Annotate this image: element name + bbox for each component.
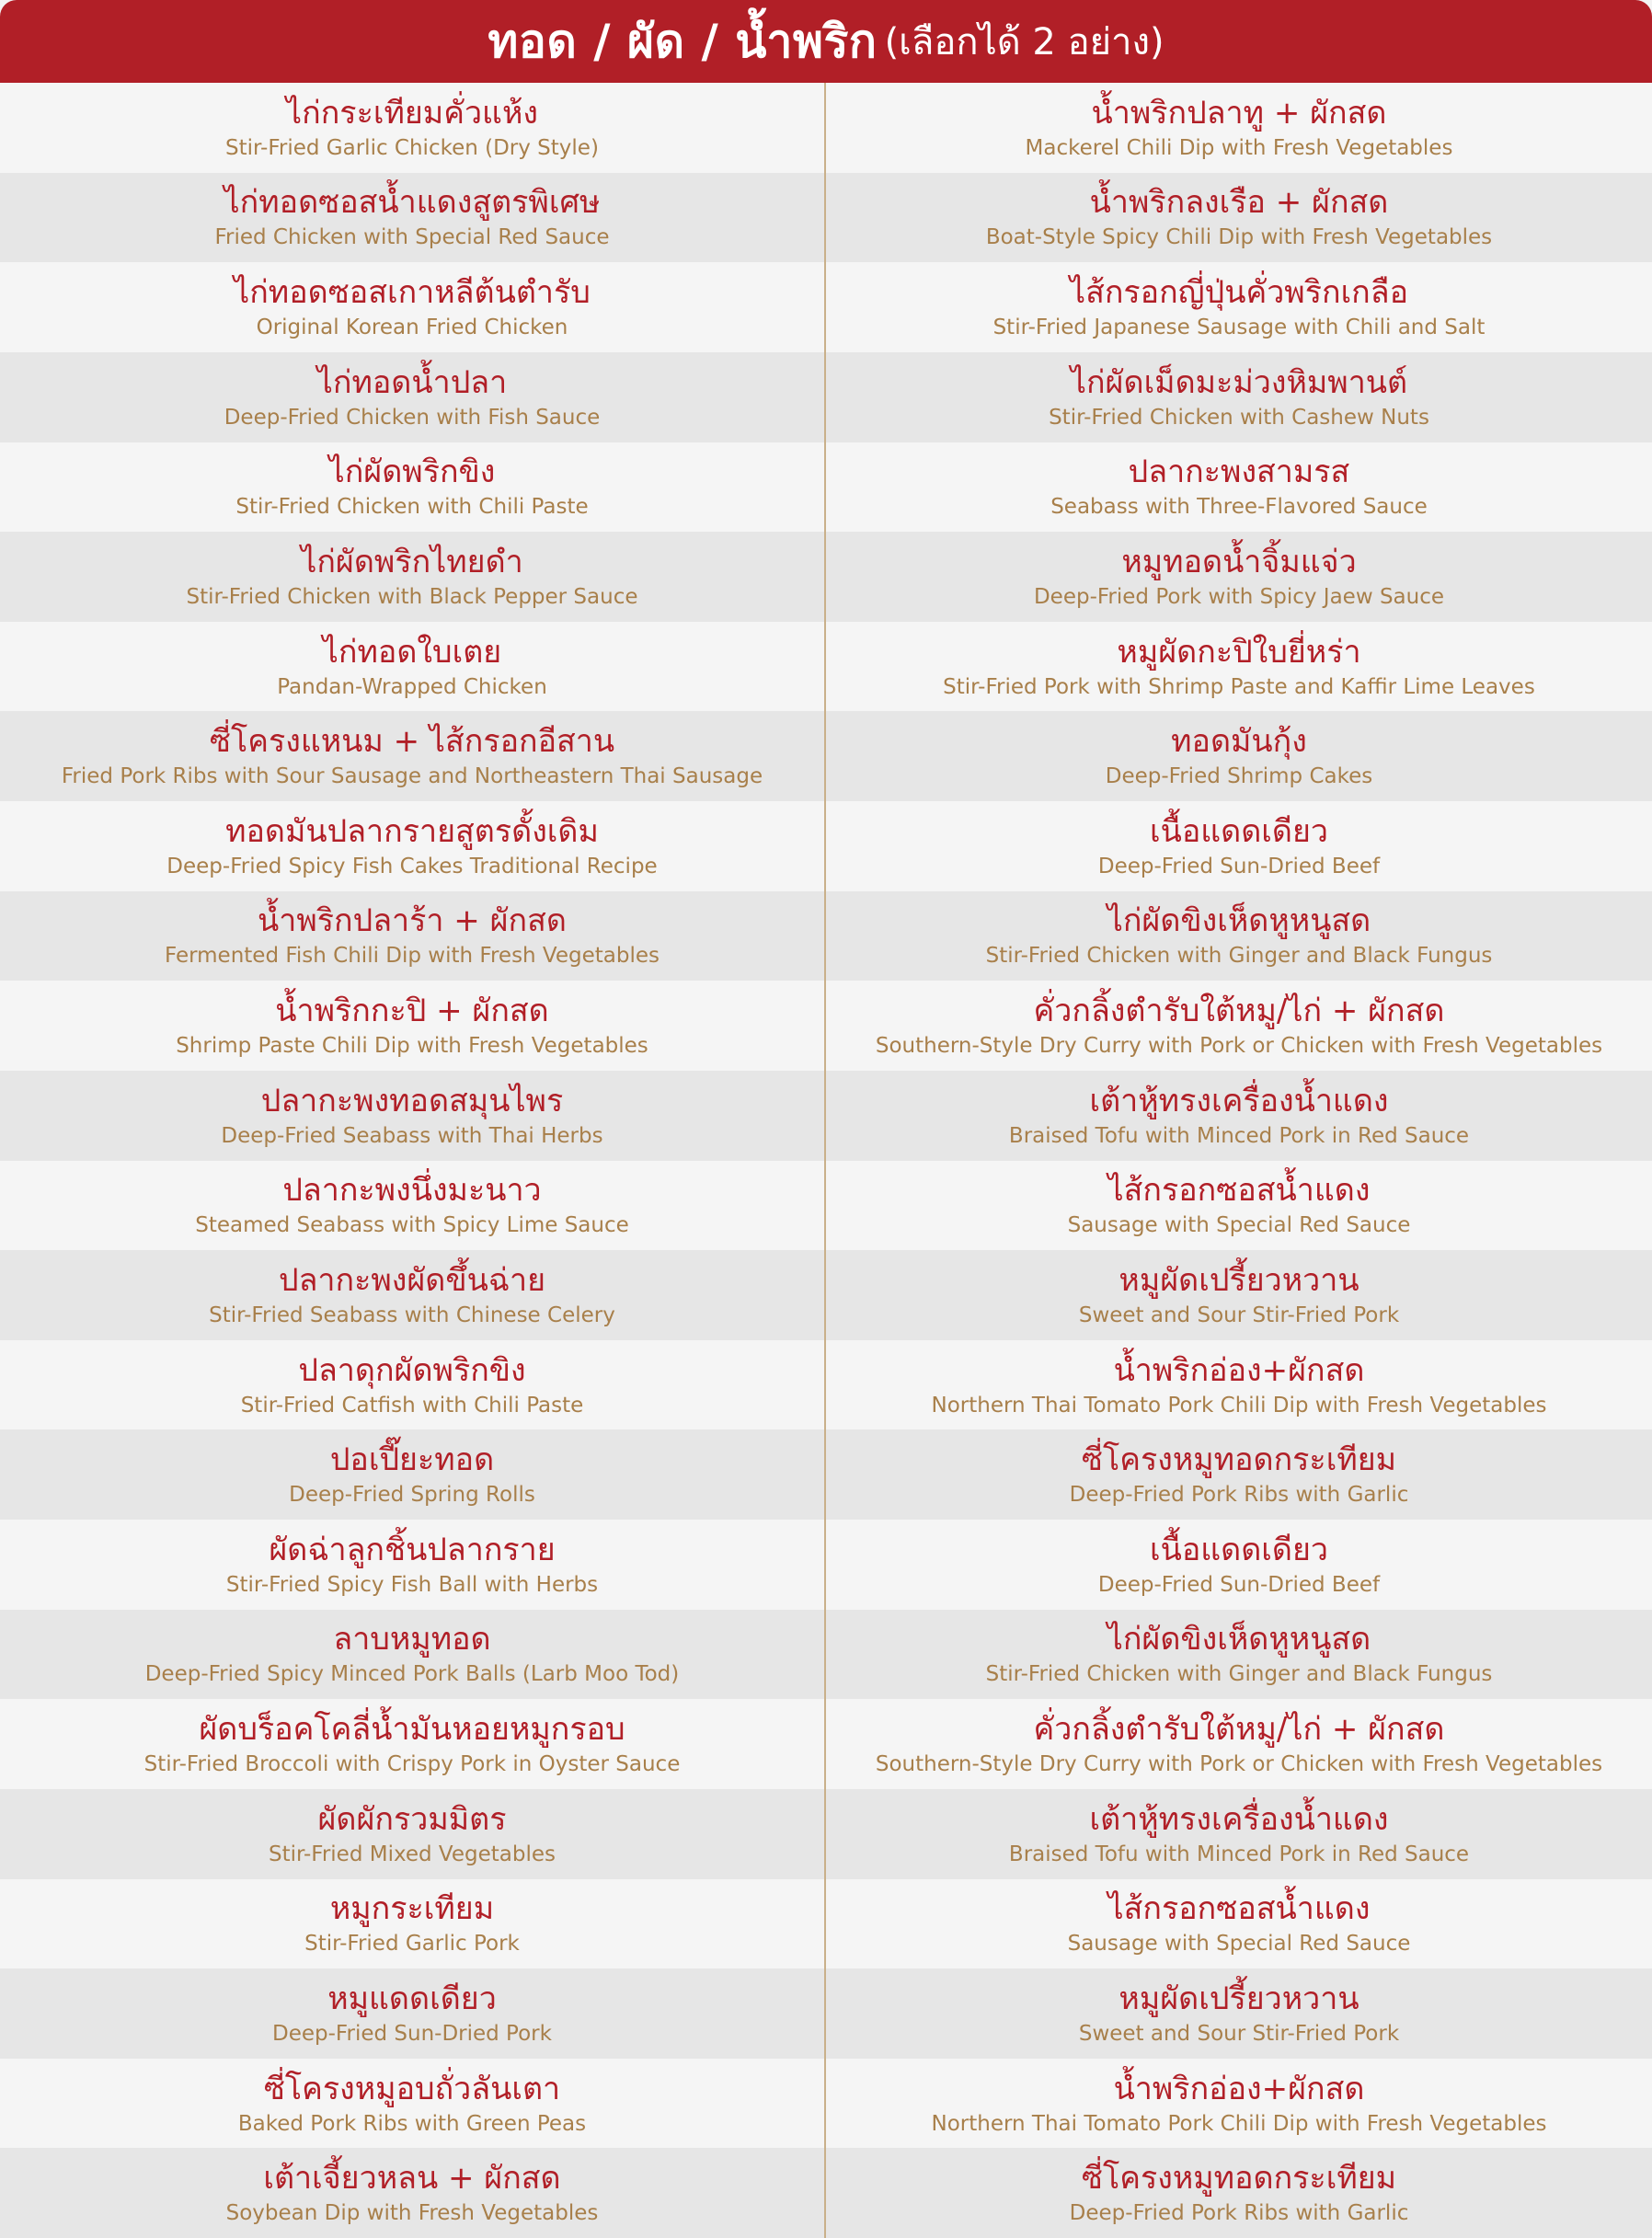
menu-item-english-name: Stir-Fried Seabass with Chinese Celery [209, 1303, 615, 1327]
menu-item [0, 622, 824, 712]
menu-item-thai-name: ปอเปี๊ยะทอด [329, 1441, 495, 1479]
menu-item-thai-name: ปลากะพงสามรส [1128, 453, 1350, 491]
menu-item [826, 1699, 1652, 1789]
menu-item-thai-name: คั่วกลิ้งตำรับใต้หมู/ไก่ + ผักสด [1033, 993, 1445, 1030]
menu-item-english-name: Stir-Fried Garlic Chicken (Dry Style) [225, 135, 599, 160]
menu-item-thai-name: ผัดผักรวมมิตร [317, 1800, 507, 1838]
menu-item [826, 1161, 1652, 1251]
menu-item-thai-name: ไส้กรอกซอสน้ำแดง [1107, 1890, 1371, 1928]
menu-item-thai-name: ลาบหมูทอด [333, 1621, 491, 1658]
menu-item [826, 1610, 1652, 1700]
menu-item-english-name: Southern-Style Dry Curry with Pork or Chicken with Fresh Vegetables [875, 1034, 1603, 1059]
menu-item [826, 532, 1652, 622]
menu-item [826, 801, 1652, 891]
menu-item [0, 2148, 824, 2238]
menu-item [0, 981, 824, 1071]
menu-item [0, 532, 824, 622]
menu-item-english-name: Seabass with Three-Flavored Sauce [1050, 495, 1428, 520]
menu-item-thai-name: ไก่ผัดพริกขิง [328, 453, 496, 491]
menu-item-english-name: Stir-Fried Chicken with Chili Paste [235, 495, 589, 520]
menu-item-english-name: Deep-Fried Shrimp Cakes [1105, 764, 1373, 789]
menu-item-thai-name: น้ำพริกอ่อง+ผักสด [1113, 1351, 1365, 1389]
menu-item [826, 2059, 1652, 2149]
menu-item [0, 262, 824, 352]
menu-item-thai-name: ไส้กรอกญี่ปุ่นคั่วพริกเกลือ [1069, 274, 1409, 312]
menu-item [826, 711, 1652, 801]
menu-item-english-name: Stir-Fried Chicken with Cashew Nuts [1049, 405, 1429, 430]
menu-header [0, 0, 1652, 83]
menu-item-english-name: Baked Pork Ribs with Green Peas [237, 2111, 587, 2136]
menu-item [0, 2059, 824, 2149]
menu-item-thai-name: ทอดมันปลากรายสูตรดั้งเดิม [225, 812, 599, 850]
menu-item-english-name: Soybean Dip with Fresh Vegetables [225, 2201, 599, 2226]
menu-item-english-name: Fried Chicken with Special Red Sauce [214, 225, 610, 250]
menu-item [0, 173, 824, 263]
menu-item-english-name: Fermented Fish Chili Dip with Fresh Vegetables [164, 944, 660, 969]
menu-item-english-name: Northern Thai Tomato Pork Chili Dip with Fresh Vegetables [931, 2111, 1547, 2136]
menu-item [826, 1340, 1652, 1430]
menu-item-english-name: Deep-Fried Seabass with Thai Herbs [221, 1123, 603, 1148]
menu-item-thai-name: เนื้อแดดเดียว [1149, 812, 1329, 850]
menu-item [826, 1879, 1652, 1969]
menu-item [0, 1161, 824, 1251]
menu-item [826, 891, 1652, 981]
menu-item [826, 1429, 1652, 1520]
menu-item-thai-name: หมูแดดเดียว [327, 1980, 497, 2017]
menu-item [826, 1071, 1652, 1161]
menu-item-english-name: Deep-Fried Pork with Spicy Jaew Sauce [1033, 584, 1445, 609]
menu-item-english-name: Stir-Fried Chicken with Black Pepper Sauce [186, 584, 638, 609]
menu-item-english-name: Stir-Fried Chicken with Ginger and Black Fungus [985, 944, 1493, 969]
menu-item-thai-name: เต้าหู้ทรงเครื่องน้ำแดง [1089, 1800, 1389, 1838]
menu-item-thai-name: น้ำพริกอ่อง+ผักสด [1113, 2070, 1365, 2107]
menu-item-english-name: Mackerel Chili Dip with Fresh Vegetables [1025, 135, 1453, 160]
menu-item-thai-name: ไก่กระเทียมคั่วแห้ง [286, 94, 538, 132]
menu-item-thai-name: น้ำพริกปลาทู + ผักสด [1091, 94, 1387, 132]
menu-item [0, 1610, 824, 1700]
menu-item-english-name: Sweet and Sour Stir-Fried Pork [1078, 1303, 1400, 1327]
page-subtitle: (เลือกได้ 2 อย่าง) [884, 21, 1164, 63]
menu-item-english-name: Deep-Fried Pork Ribs with Garlic [1069, 2201, 1409, 2226]
menu-item-thai-name: ไก่ทอดซอสน้ำแดงสูตรพิเศษ [224, 184, 601, 222]
menu-item-english-name: Sweet and Sour Stir-Fried Pork [1078, 2021, 1400, 2046]
menu-item [826, 1520, 1652, 1610]
menu-item [0, 891, 824, 981]
menu-item-thai-name: หมูผัดเปรี้ยวหวาน [1119, 1980, 1359, 2017]
menu-item-english-name: Southern-Style Dry Curry with Pork or Chicken with Fresh Vegetables [875, 1752, 1603, 1777]
menu-item-thai-name: ซี่โครงแหนม + ไส้กรอกอีสาน [209, 723, 615, 761]
menu-item-english-name: Deep-Fried Spring Rolls [289, 1483, 535, 1508]
menu-item [0, 801, 824, 891]
menu-item-thai-name: คั่วกลิ้งตำรับใต้หมู/ไก่ + ผักสด [1033, 1711, 1445, 1749]
menu-item-thai-name: ไส้กรอกซอสน้ำแดง [1107, 1172, 1371, 1210]
menu-item-thai-name: ผัดฉ่าลูกชิ้นปลากราย [269, 1531, 556, 1568]
menu-item-english-name: Fried Pork Ribs with Sour Sausage and Northeastern Thai Sausage [61, 764, 763, 789]
menu-item-english-name: Deep-Fried Sun-Dried Beef [1097, 854, 1381, 878]
menu-item-english-name: Stir-Fried Spicy Fish Ball with Herbs [225, 1572, 599, 1597]
menu-item-english-name: Braised Tofu with Minced Pork in Red Sauce [1008, 1842, 1470, 1866]
menu-item-thai-name: ไก่ทอดใบเตย [322, 633, 502, 671]
menu-item-thai-name: หมูทอดน้ำจิ้มแจ่ว [1121, 543, 1357, 580]
menu-item-english-name: Stir-Fried Mixed Vegetables [268, 1842, 556, 1866]
menu-item [826, 442, 1652, 533]
menu-item [0, 1699, 824, 1789]
menu-item [0, 1520, 824, 1610]
menu-column-right [826, 83, 1652, 2238]
menu-item [826, 1250, 1652, 1340]
menu-item [0, 352, 824, 442]
menu-grid [0, 83, 1652, 2238]
menu-item-thai-name: ปลากะพงผัดขึ้นฉ่าย [278, 1261, 546, 1299]
menu-item-thai-name: เต้าหู้ทรงเครื่องน้ำแดง [1089, 1082, 1389, 1119]
menu-item-english-name: Stir-Fried Catfish with Chili Paste [240, 1393, 584, 1417]
menu-item [0, 1968, 824, 2059]
menu-item [826, 1789, 1652, 1879]
menu-item-english-name: Sausage with Special Red Sauce [1067, 1932, 1411, 1957]
menu-item-thai-name: ผัดบร็อคโคลี่น้ำมันหอยหมูกรอบ [199, 1711, 625, 1749]
menu-item-english-name: Stir-Fried Broccoli with Crispy Pork in Oyster Sauce [143, 1752, 681, 1777]
menu-item [826, 981, 1652, 1071]
menu-item [0, 1250, 824, 1340]
menu-item-english-name: Boat-Style Spicy Chili Dip with Fresh Vegetables [985, 225, 1493, 250]
menu-item-english-name: Deep-Fried Pork Ribs with Garlic [1069, 1483, 1409, 1508]
menu-item-english-name: Stir-Fried Garlic Pork [304, 1932, 520, 1957]
menu-item-english-name: Deep-Fried Spicy Minced Pork Balls (Larb Moo Tod) [144, 1662, 680, 1687]
menu-item [826, 83, 1652, 173]
menu-item-thai-name: น้ำพริกกะปิ + ผักสด [275, 993, 549, 1030]
menu-item [826, 262, 1652, 352]
menu-item [826, 173, 1652, 263]
menu-item-thai-name: ไก่ทอดน้ำปลา [316, 363, 508, 401]
menu-item-english-name: Steamed Seabass with Spicy Lime Sauce [195, 1213, 629, 1238]
menu-item-thai-name: หมูผัดกะปิใบยี่หร่า [1117, 633, 1361, 671]
menu-item-english-name: Deep-Fried Sun-Dried Beef [1097, 1572, 1381, 1597]
menu-item-thai-name: ทอดมันกุ้ง [1171, 723, 1307, 761]
menu-item-english-name: Shrimp Paste Chili Dip with Fresh Vegetables [176, 1034, 648, 1059]
menu-item-english-name: Braised Tofu with Minced Pork in Red Sauce [1008, 1123, 1470, 1148]
menu-item-thai-name: หมูผัดเปรี้ยวหวาน [1119, 1261, 1359, 1299]
menu-item [0, 1340, 824, 1430]
menu-item-english-name: Deep-Fried Spicy Fish Cakes Traditional Recipe [166, 854, 658, 878]
menu-item [0, 711, 824, 801]
menu-item [0, 1429, 824, 1520]
menu-item-thai-name: ซี่โครงหมูอบถั่วลันเตา [263, 2070, 561, 2107]
menu-item [0, 1879, 824, 1969]
menu-item-thai-name: ปลาดุกผัดพริกขิง [298, 1351, 526, 1389]
menu-item-thai-name: ปลากะพงทอดสมุนไพร [260, 1082, 564, 1119]
menu-item [826, 352, 1652, 442]
menu-item-thai-name: ไก่ผัดเม็ดมะม่วงหิมพานต์ [1070, 363, 1408, 401]
menu-item-thai-name: น้ำพริกปลาร้า + ผักสด [258, 902, 567, 940]
menu-item-english-name: Sausage with Special Red Sauce [1067, 1213, 1411, 1238]
menu-item-thai-name: ปลากะพงนึ่งมะนาว [282, 1172, 542, 1210]
menu-item-thai-name: เนื้อแดดเดียว [1149, 1531, 1329, 1568]
menu-item-thai-name: ไก่ทอดซอสเกาหลีต้นตำรับ [234, 274, 591, 312]
menu-item-english-name: Stir-Fried Japanese Sausage with Chili and Salt [992, 316, 1486, 340]
page-title: ทอด / ผัด / น้ำพริก [488, 14, 878, 68]
menu-item-thai-name: ไก่ผัดขิงเห็ดหูหนูสด [1107, 902, 1371, 940]
menu-item-english-name: Deep-Fried Sun-Dried Pork [272, 2021, 552, 2046]
menu-item-english-name: Pandan-Wrapped Chicken [277, 674, 547, 699]
menu-item-thai-name: ซี่โครงหมูทอดกระเทียม [1081, 2160, 1397, 2198]
menu-item [0, 1789, 824, 1879]
menu-item-thai-name: น้ำพริกลงเรือ + ผักสด [1089, 184, 1389, 222]
menu-item-english-name: Stir-Fried Chicken with Ginger and Black Fungus [985, 1662, 1493, 1687]
menu-item [0, 442, 824, 533]
menu-item-english-name: Original Korean Fried Chicken [256, 316, 568, 340]
menu-item [0, 83, 824, 173]
menu-item-english-name: Stir-Fried Pork with Shrimp Paste and Kaffir Lime Leaves [943, 674, 1535, 699]
menu-item-thai-name: ไก่ผัดขิงเห็ดหูหนูสด [1107, 1621, 1371, 1658]
menu-item-english-name: Deep-Fried Chicken with Fish Sauce [224, 405, 601, 430]
menu-item-thai-name: ซี่โครงหมูทอดกระเทียม [1081, 1441, 1397, 1479]
menu-item-thai-name: หมูกระเทียม [329, 1890, 495, 1928]
menu-item-thai-name: ไก่ผัดพริกไทยดำ [301, 543, 523, 580]
menu-column-left [0, 83, 826, 2238]
menu-item-english-name: Northern Thai Tomato Pork Chili Dip with Fresh Vegetables [931, 1393, 1547, 1417]
menu-item [826, 2148, 1652, 2238]
menu-item [826, 622, 1652, 712]
menu-item [0, 1071, 824, 1161]
menu-item [826, 1968, 1652, 2059]
menu-item-thai-name: เต้าเจี้ยวหลน + ผักสด [263, 2160, 561, 2198]
